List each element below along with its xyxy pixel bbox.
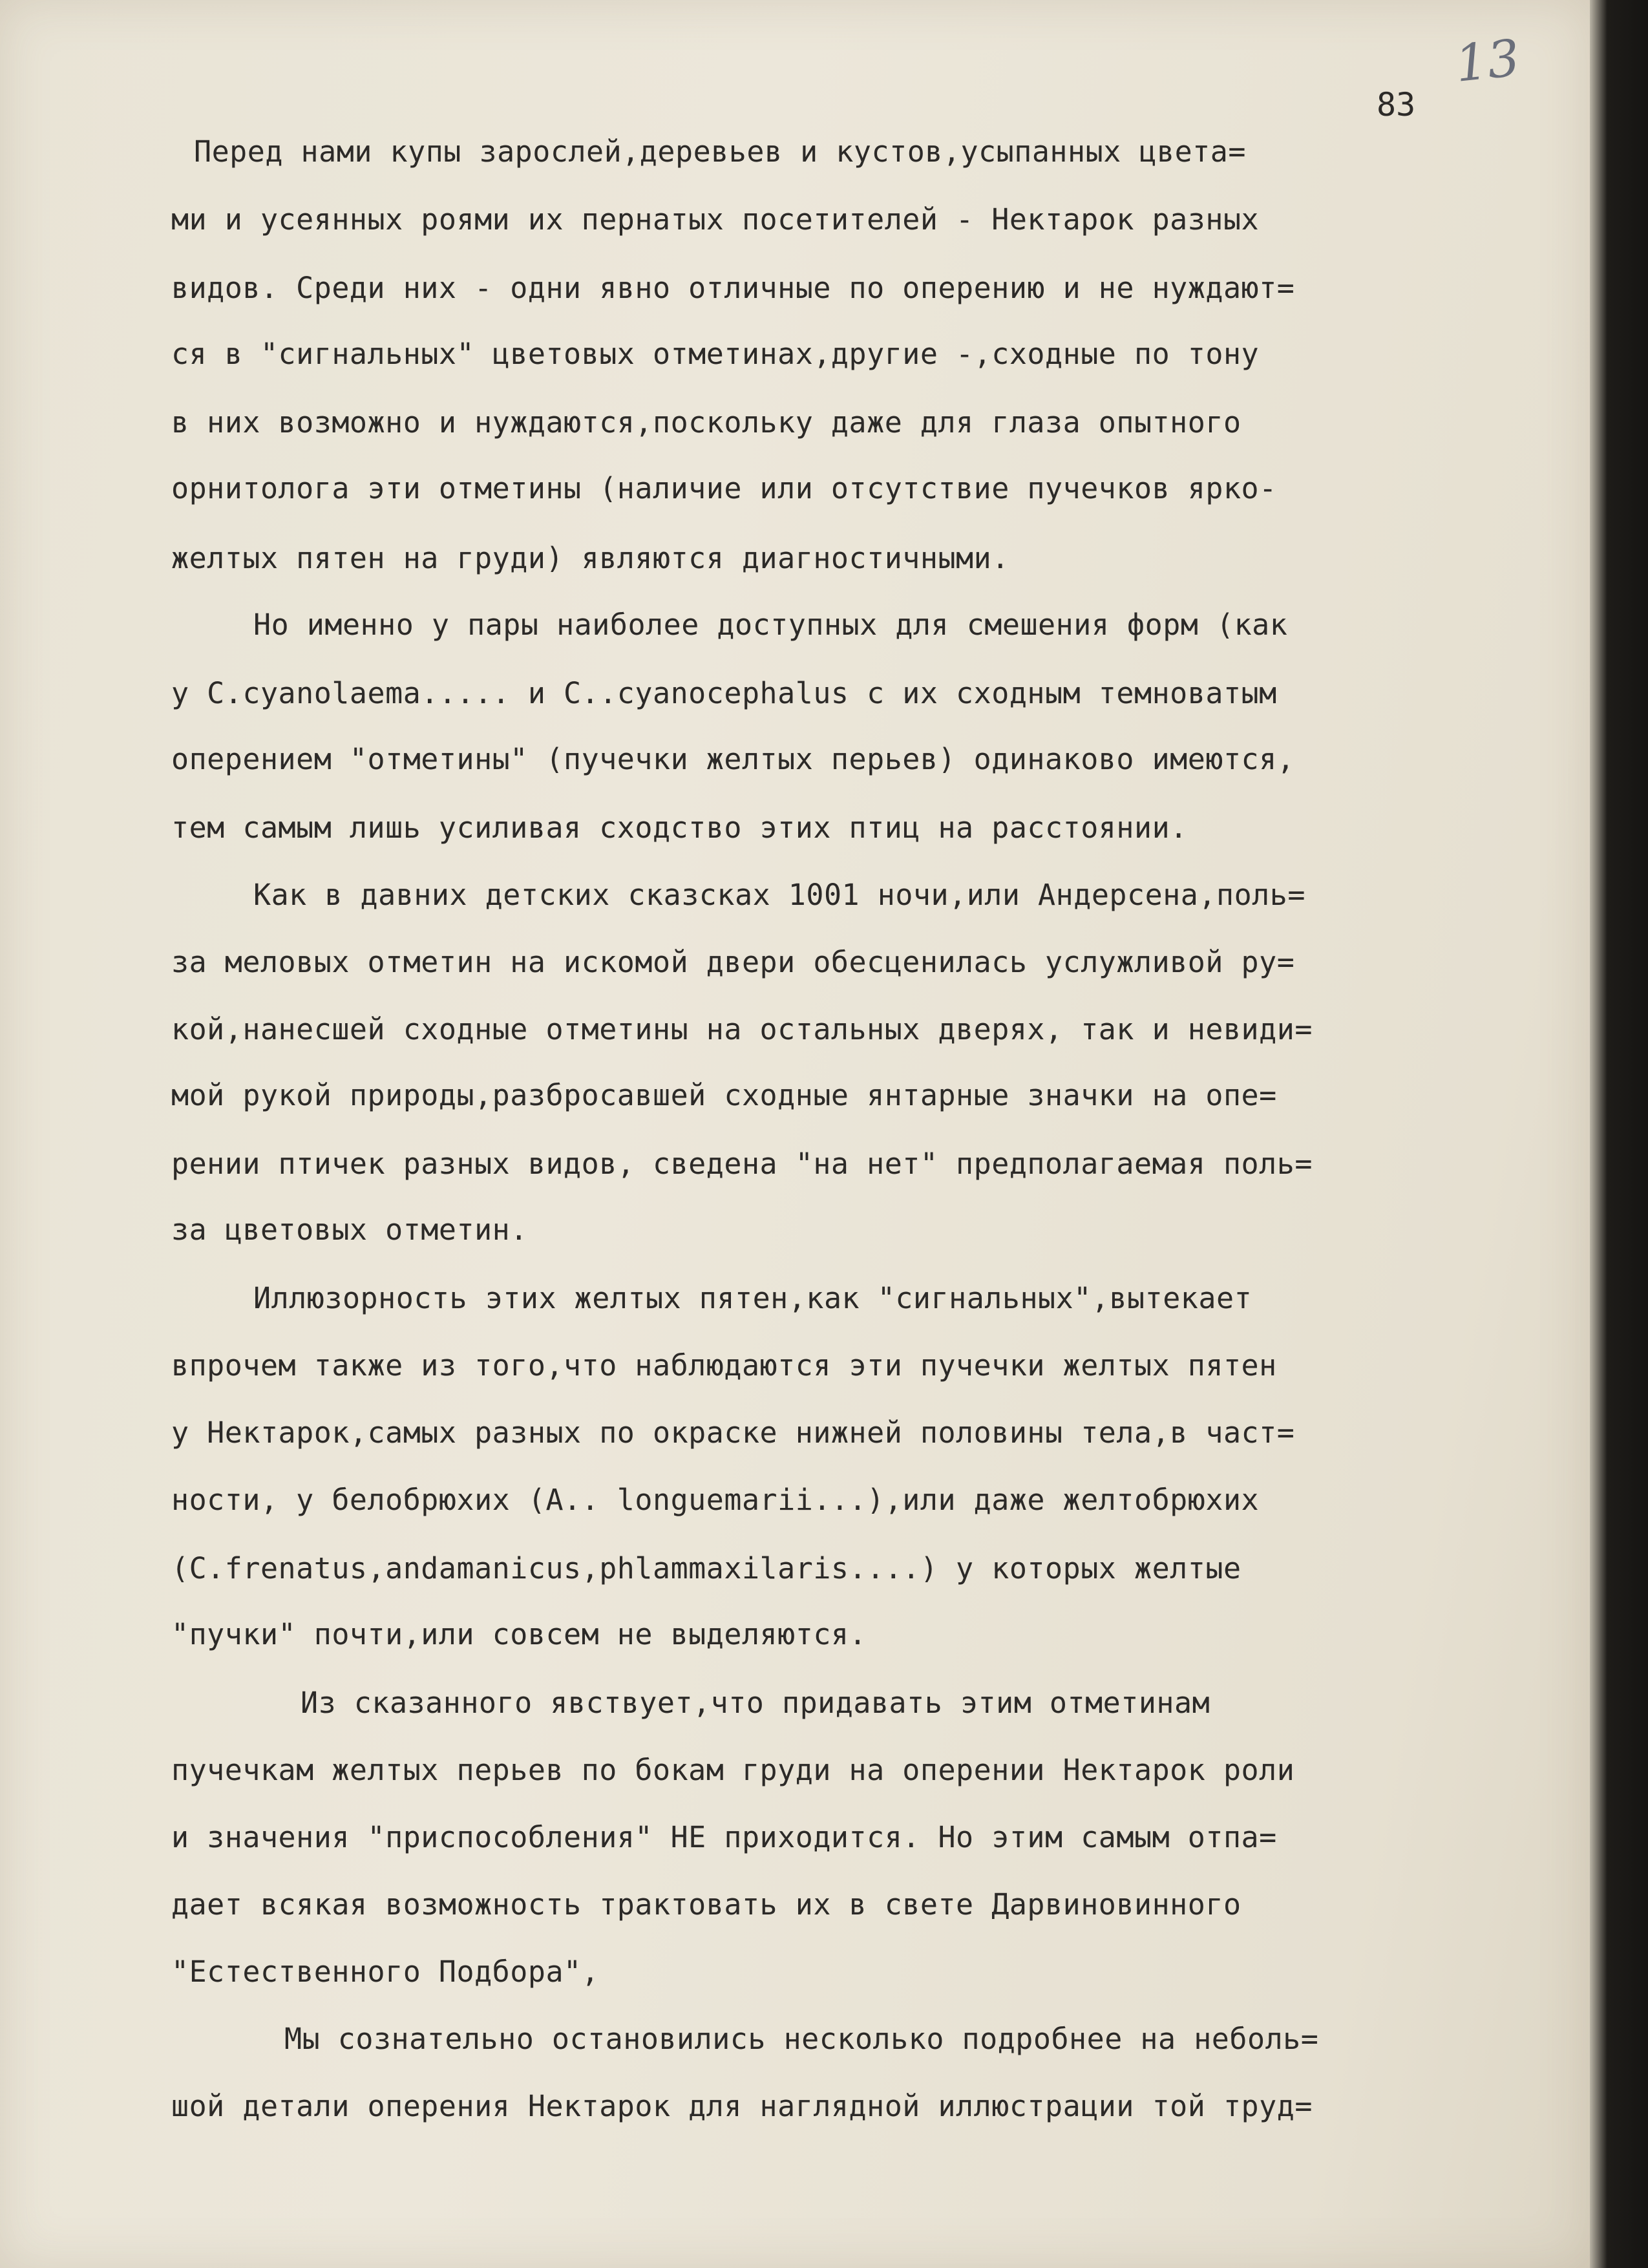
text-line: рении птичек разных видов, сведена "на нет" предполагаемая поль= [171,1147,1313,1181]
text-line: тем самым лишь усиливая сходство этих птиц на расстоянии. [171,811,1188,845]
text-line: мой рукой природы,разбросавшей сходные янтарные значки на опе= [171,1078,1277,1112]
text-line: Мы сознательно остановились несколько подробнее на неболь= [284,2022,1319,2056]
text-line: "Естественного Подбора", [171,1955,600,1989]
text-line: дает всякая возможность трактовать их в свете Дарвиновинного [171,1887,1241,1922]
text-line: у Нектарок,самых разных по окраске нижней половины тела,в част= [171,1415,1295,1450]
text-line: (C.frenatus,andamanicus,phlammaxilaris....) у которых желтые [171,1551,1241,1585]
text-line: ся в "сигнальных" цветовых отметинах,другие -,сходные по тону [171,337,1260,371]
text-line: видов. Среди них - одни явно отличные по оперению и не нуждают= [171,271,1295,305]
text-line: ми и усеянных роями их пернатых посетителей - Нектарок разных [171,202,1260,237]
text-line: Но именно у пары наиболее доступных для смешения форм (как [253,608,1288,642]
text-line: Как в давних детских сказсках 1001 ночи,или Андерсена,поль= [253,878,1305,912]
text-line: шой детали оперения Нектарок для наглядной иллюстрации той труд= [171,2089,1313,2123]
text-line: впрочем также из того,что наблюдаются эти пучечки желтых пятен [171,1348,1277,1383]
text-line: кой,нанесшей сходные отметины на остальных дверях, так и невиди= [171,1012,1313,1046]
text-line: в них возможно и нуждаются,поскольку даже для глаза опытного [171,405,1241,440]
text-line: у C.cyanolaema..... и C..cyanocephalus с их сходным темноватым [171,676,1277,710]
page-number: 83 [1377,86,1416,123]
text-line: орнитолога эти отметины (наличие или отсутствие пучечков ярко- [171,471,1277,505]
text-line: за меловых отметин на искомой двери обесценилась услужливой ру= [171,945,1295,979]
scan-background-edge [1590,0,1648,2268]
text-line: и значения "приспособления" НЕ приходится. Но этим самым отпа= [171,1820,1277,1854]
text-line: оперением "отметины" (пучечки желтых перьев) одинаково имеются, [171,742,1295,776]
text-line: ности, у белобрюхих (A.. longuemarii...),или даже желтобрюхих [171,1483,1260,1517]
pencil-annotation: 13 [1452,29,1523,94]
text-line: пучечкам желтых перьев по бокам груди на оперении Нектарок роли [171,1753,1295,1787]
text-line: Иллюзорность этих желтых пятен,как "сигнальных",вытекает [253,1281,1252,1315]
text-line: Из сказанного явствует,что придавать этим отметинам [301,1686,1210,1720]
text-line: Перед нами купы зарослей,деревьев и кустов,усыпанных цвета= [194,134,1246,169]
text-line: желтых пятен на груди) являются диагностичными. [171,541,1009,575]
text-line: за цветовых отметин. [171,1213,528,1247]
text-line: "пучки" почти,или совсем не выделяются. [171,1617,867,1651]
